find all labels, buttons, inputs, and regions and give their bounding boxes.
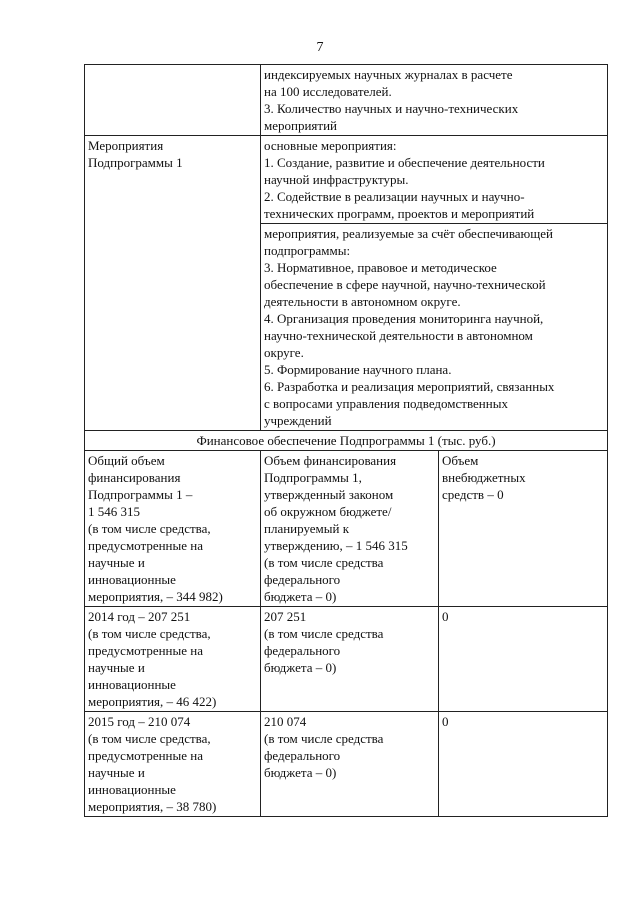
text-line: мероприятия, – 38 780) [88, 799, 217, 814]
finance-extrabudget-cell [439, 451, 608, 607]
finance-total-cell [85, 451, 261, 607]
text-line: научные и [88, 660, 145, 675]
finance-total-row [85, 451, 608, 607]
text-line: внебюджетных [442, 470, 526, 485]
events-main-row [85, 136, 608, 224]
finance-header-row [85, 431, 608, 451]
text-line: финансирования [88, 470, 181, 485]
text-line: основные мероприятия: [264, 138, 397, 153]
text-line: об окружном бюджете/ [264, 504, 392, 519]
text-line: бюджета – 0) [264, 765, 337, 780]
text-line: 0 [442, 609, 449, 624]
text-line: Подпрограммы 1, [264, 470, 362, 485]
text-line: 210 074 [264, 714, 307, 729]
text-line: мероприятия, – 46 422) [88, 694, 217, 709]
indicators-label-cell [85, 65, 261, 136]
text-line: Общий объем [88, 453, 165, 468]
events-label-cell [85, 136, 261, 431]
text-line: обеспечение в сфере научной, научно-технической [264, 277, 546, 292]
finance-2014-row [85, 607, 608, 712]
finance-2015-row [85, 712, 608, 817]
text-line: 5. Формирование научного плана. [264, 362, 452, 377]
text-line: 2014 год – 207 251 [88, 609, 191, 624]
text-line: утверждению, – 1 546 315 [264, 538, 408, 553]
text-line: на 100 исследователей. [264, 84, 392, 99]
text-line: 2015 год – 210 074 [88, 714, 191, 729]
text-line: деятельности в автономном округе. [264, 294, 461, 309]
text-line: федерального [264, 572, 341, 587]
text-line: округе. [264, 345, 304, 360]
text-line: Подпрограммы 1 [88, 155, 183, 170]
text-line: (в том числе средства, [88, 521, 211, 536]
text-line: средств – 0 [442, 487, 504, 502]
text-line: федерального [264, 748, 341, 763]
text-line: предусмотренные на [88, 643, 204, 658]
finance-2014-budget-cell [261, 607, 439, 712]
text-line: федерального [264, 643, 341, 658]
text-line: Объем [442, 453, 479, 468]
text-line: научные и [88, 555, 145, 570]
text-line: утвержденный законом [264, 487, 394, 502]
text-line: индексируемых научных журналах в расчете [264, 67, 513, 82]
text-line: с вопросами управления подведомственных [264, 396, 508, 411]
finance-2015-total-cell [85, 712, 261, 817]
text-line: Объем финансирования [264, 453, 397, 468]
text-line: (в том числе средства, [88, 626, 211, 641]
text-line: мероприятия, реализуемые за счёт обеспечивающей [264, 226, 554, 241]
finance-2015-budget-cell [261, 712, 439, 817]
text-line: 2. Содействие в реализации научных и научно- [264, 189, 525, 204]
finance-2015-extrabudget-cell [439, 712, 608, 817]
text-line: научные и [88, 765, 145, 780]
text-line: учреждений [264, 413, 332, 428]
text-line: мероприятий [264, 118, 337, 133]
text-line: 1. Создание, развитие и обеспечение деятельности [264, 155, 545, 170]
finance-2014-total-cell [85, 607, 261, 712]
text-line: (в том числе средства [264, 555, 384, 570]
text-line: бюджета – 0) [264, 589, 337, 604]
text-line: 207 251 [264, 609, 307, 624]
events-main-cell [261, 136, 608, 224]
finance-header-cell: Финансовое обеспечение Подпрограммы 1 (тыс. руб.) [85, 431, 608, 451]
text-line: 3. Нормативное, правовое и методическое [264, 260, 497, 275]
text-line: (в том числе средства [264, 731, 384, 746]
passport-table [84, 64, 608, 817]
text-line: научно-технической деятельности в автономном [264, 328, 533, 343]
text-line: технических программ, проектов и мероприятий [264, 206, 535, 221]
text-line: Мероприятия [88, 138, 164, 153]
text-line: (в том числе средства, [88, 731, 211, 746]
indicators-continued-row [85, 65, 608, 136]
text-line: бюджета – 0) [264, 660, 337, 675]
text-line: мероприятия, – 344 982) [88, 589, 223, 604]
text-line: 4. Организация проведения мониторинга научной, [264, 311, 544, 326]
text-line: инновационные [88, 572, 176, 587]
text-line: Подпрограммы 1 – [88, 487, 193, 502]
text-line: предусмотренные на [88, 538, 204, 553]
indicators-cell [261, 65, 608, 136]
finance-2014-extrabudget-cell [439, 607, 608, 712]
text-line: планируемый к [264, 521, 350, 536]
text-line: предусмотренные на [88, 748, 204, 763]
text-line: инновационные [88, 677, 176, 692]
text-line: 0 [442, 714, 449, 729]
events-supporting-cell [261, 224, 608, 431]
finance-budget-cell [261, 451, 439, 607]
text-line: 6. Разработка и реализация мероприятий, связанных [264, 379, 555, 394]
text-line: (в том числе средства [264, 626, 384, 641]
text-line: научной инфраструктуры. [264, 172, 409, 187]
page-number: 7 [316, 40, 324, 55]
text-line: 3. Количество научных и научно-технических [264, 101, 519, 116]
text-line: инновационные [88, 782, 176, 797]
text-line: подпрограммы: [264, 243, 351, 258]
text-line: 1 546 315 [88, 504, 140, 519]
